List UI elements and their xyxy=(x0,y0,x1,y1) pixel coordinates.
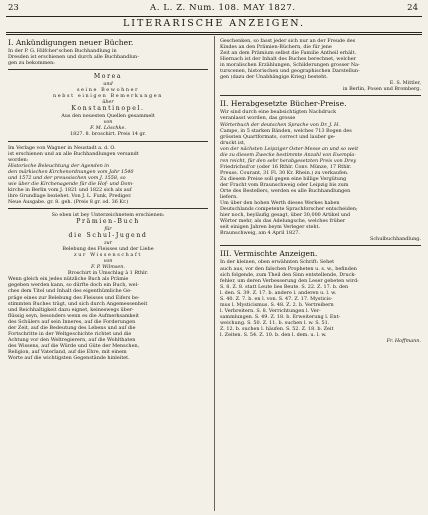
p5-line: seit einigen Jahren beym Verleger steht. xyxy=(220,224,321,231)
hist-line: wie über die Kirchenagende für die Hof- und Dom- xyxy=(8,180,134,187)
book-title-line: und xyxy=(103,81,113,88)
body-line: des Schülers auf sein Inneres, auf die Forderungen xyxy=(8,318,136,325)
top-line: turscenen, historischen und geographischen Darstellun- xyxy=(220,68,360,75)
heading-new-books: I. Ankündigungen neuer Bücher. xyxy=(8,38,134,47)
page-header xyxy=(0,3,428,17)
p6-line: sich folgende, zum Theil den Sinn entstellende, Druck- xyxy=(220,271,356,278)
praem-title-line: für xyxy=(104,226,112,233)
errata-line: l. Verbreitern. S. 8. Verrichtungen l. Ver- xyxy=(220,307,321,314)
p4-line: der Fracht vom Braunschweig oder Leipzig bis zum xyxy=(220,181,349,188)
top-line: in moralischen Erzählungen, Schilderungen grosser Na- xyxy=(220,62,360,69)
p3-line: Friedrichsd'or (oder 16 Rthlr. Conv. Münze, 17 Rthlr. xyxy=(220,163,352,170)
praem-title-line: zur xyxy=(103,240,113,247)
p4-line: liefern. xyxy=(220,194,238,201)
body-line: flüssig seyn, besonders wenn es die Aufmerksamkeit xyxy=(8,312,139,319)
section-title: LITERARISCHE ANZEIGEN. xyxy=(123,18,305,29)
top-line: gen (dazu der Unabhängige Krieg) besteht. xyxy=(220,74,328,81)
date-line: Braunschweig, am 4 April 1827. xyxy=(220,230,300,237)
body-line: gegeben werden kann, so dürfte doch ein Buch, wel- xyxy=(8,282,139,289)
p2-line: Wörterbuch der deutschen Sprache von Dr. J. H. xyxy=(220,121,340,128)
p3-line: von der nächsten Leipziger Oster-Messe an und so weit xyxy=(220,145,359,152)
page-number-right: 24 xyxy=(407,3,418,13)
p1-line: veranlasst worden, das grosse xyxy=(220,115,296,122)
p4-line: Orte des Bestellers, werden es alle Buchhandlungen xyxy=(220,188,351,195)
separator xyxy=(8,141,208,142)
errata-line: l. Zeiten. S. 54. Z. 10. b. den l. dem. u. l. w. xyxy=(220,332,327,339)
separator xyxy=(220,245,421,246)
intro-line: In der P. G. Hilfcher'schen Buchhandlung in xyxy=(8,48,117,54)
hist-line: und 1572 und der preussischen vom J. 1558, so xyxy=(8,174,126,181)
p5-line: hier noch, beyläufig gesagt, über 30,000 Artikel und xyxy=(220,212,351,219)
praem-price: Broschirt in Umschlag à 1 Rthlr. xyxy=(67,270,149,277)
body-line: des Wissens, auf die Würde und Güte der Menschen, xyxy=(8,342,140,349)
praem-title-line: Belebung des Fleisses und der Liebe xyxy=(62,246,154,253)
hist-line: kirche in Berlin vom J. 1821 und 1822 sich als auf xyxy=(8,186,132,193)
signer: E. S. Mittler, xyxy=(389,80,421,87)
errata-line: l. den. S. 39. Z. 17. b. andere l. anderen u. l. w. xyxy=(220,289,337,296)
p1-line: Wir sind durch eine beabsichtigten Nachdruck xyxy=(220,109,337,116)
errata-line: weichung. S. 50. Z. 11. b. suchen l. w. S. 51. xyxy=(220,319,330,326)
body-line: ches dem Titel und Inhalt des eigenthümliche Ge- xyxy=(8,288,132,295)
errata-line: S. 8. Z. 8. statt Leute lies Beute. S. 22. Z. 17. b. den xyxy=(220,283,349,290)
p5-line: Um über den hohen Werth dieses Werkes haben xyxy=(220,200,340,207)
book-title-line: über xyxy=(102,99,114,106)
title-rule-2 xyxy=(6,34,422,35)
heading-misc: III. Vermischte Anzeigen. xyxy=(220,249,318,259)
book-title-line: Konstantinopel. xyxy=(71,105,145,113)
body-line: Wenn gleich ein jedes nützliche Buch als Prämie xyxy=(8,276,129,283)
body-line: Worte auf die wichtigsten Gegenstände hinleitet. xyxy=(8,354,130,361)
p6-line: auch aus, vor den falschen Propheten u. s. w., befinden xyxy=(220,265,357,272)
separator xyxy=(8,69,208,70)
p3-line: die zu diesem Zwecke bestimmte Anzahl von Exempla- xyxy=(220,151,356,158)
body-line: Achtung vor den Weltregierern, auf die Wohlthaten xyxy=(8,336,136,343)
heading-reduced-prices: II. Herabgesetzte Bücher-Preise. xyxy=(220,99,347,109)
column-divider xyxy=(214,36,215,511)
top-line: Zeit an dem Prämium selbst die Familie Antheil erhält. xyxy=(220,50,357,57)
p3-line: Preuss. Courant, 31 Fl. 30 Kr. Rhein.) zu verkaufen. xyxy=(220,169,349,176)
separator xyxy=(8,208,208,209)
verlag-line: Im Verlage von Wagner in Neustadt a. d. O. xyxy=(8,144,116,151)
recent-notice: So eben ist bey Unterzeichnetem erschienen: xyxy=(51,211,165,218)
praem-title-line: die Schul-Jugend xyxy=(68,232,148,240)
signer-place: in Berlin, Posen und Bromberg. xyxy=(342,86,421,93)
book-title-line: nebst einigen Bemerkungen xyxy=(53,93,163,100)
p2-line: grössten Quartformats, correct und lauber ge- xyxy=(220,133,336,140)
top-line: Geschenken, so fasst jeder sich nur an der Freude des xyxy=(220,38,356,44)
top-line: Kindes an den Prämien-Büchern, die für jene xyxy=(220,44,332,51)
book-title-line: von xyxy=(103,119,113,126)
body-line: der Zeit, auf die Bedeutung des Lebens und auf die xyxy=(8,324,136,331)
page-number-left: 23 xyxy=(8,3,19,13)
errata-line: S. 40. Z. 7. b. en l. von. S. 47. Z. 17. Mysticis- xyxy=(220,295,333,302)
praem-author: F. P. Wilmsen. xyxy=(91,264,125,271)
hist-line: den märkischen Kirchenordnungen vom Jahr 1540 xyxy=(8,168,134,175)
journal-title: A. L. Z. Num. 108. MAY 1827. xyxy=(150,3,296,13)
signer-2: Schulbuchhandlung. xyxy=(369,236,421,243)
closing-signer: Fr. Hoffmann. xyxy=(386,338,421,345)
left-column xyxy=(8,38,208,361)
title-rule xyxy=(6,32,422,33)
p5-line: Deutschlands competente Sprachforscher entscheiden; xyxy=(220,206,358,213)
header-rule xyxy=(6,16,422,17)
body-line: stimmten Buches trägt, und sich durch Angemessenheit xyxy=(8,300,148,307)
errata-line: mus l. Mysticismus. S. 48. Z. 2. b. Vertreibern xyxy=(220,301,334,308)
right-column xyxy=(220,38,421,344)
p4-line: Zu diesem Preise soll gegen eine billige Vergütung xyxy=(220,175,347,182)
intro-line: Dresden ist erschienen und durch alle Buchhandlun- xyxy=(8,54,139,61)
body-line: Religion, auf Vaterland, auf die Ehre, mit einem xyxy=(8,348,127,355)
praem-title-line: Prämien-Buch xyxy=(76,218,140,226)
p6-line: In der kleinen, oben erwähnten Schrift: Sehet xyxy=(220,259,335,266)
body-line: und Reichhaltigkeit dazu eignet, keineswegs über- xyxy=(8,306,134,313)
praem-title-line: von xyxy=(103,258,113,265)
body-line: Fortschritte in der Weltgeschichte richtet und die xyxy=(8,330,132,337)
p2-line: druckt ist, xyxy=(220,139,246,146)
p6-line: fehler, um deren Verbesserung den Leser gebeten wird: xyxy=(220,277,359,284)
book-title-line: Morea xyxy=(93,73,123,81)
errata-line: Z. 12. b. suchen l. häufen. S. 52. Z. 18. b. Zeit xyxy=(220,325,334,332)
intro-line: gen zu bekommen: xyxy=(8,60,55,67)
p5-line: Wörter mehr, als das Adelungsche, welches früher xyxy=(220,218,346,225)
hist-line: Neue Ausgabe. gr. 8. geh. (Preis 8 gr. od. 36 Kr.) xyxy=(8,198,129,205)
top-line: Hiernach ist der Inhalt des Buches berechnet, welcher xyxy=(220,56,357,63)
hist-line: ihre Grundlage beziehet. Von J. L. Funk, Prediger. xyxy=(8,192,132,199)
body-line: präge eines zur Belebung des Fleisses und Eifers be- xyxy=(8,294,140,301)
book-title-line: Aus den neuesten Quellen gesammelt xyxy=(61,113,155,120)
verlag-line: ist erschienen und an alle Buchhandlungen versandt xyxy=(8,150,139,157)
errata-line: sammlungen. S. 49. Z. 18. b. Erweiterung l. Ent- xyxy=(220,313,341,320)
book-price: 1827. 8. broschirt. Preis 14 gr. xyxy=(70,131,146,138)
praem-title-line: zur Wissenschaft xyxy=(74,252,142,259)
p2-line: Campe, in 5 starken Bänden, welches 713 Bogen des xyxy=(220,127,352,134)
book-author: F. M. Löschke. xyxy=(90,125,126,132)
p3-line: ren reicht, für den sehr herabgesetzten Preis von Drey xyxy=(220,157,357,164)
hist-line: Historische Beleuchtung der Agenden in xyxy=(8,162,110,169)
book-title-line: seine Bewohner xyxy=(76,87,140,94)
verlag-line: worden: xyxy=(8,156,29,163)
separator xyxy=(220,95,421,96)
